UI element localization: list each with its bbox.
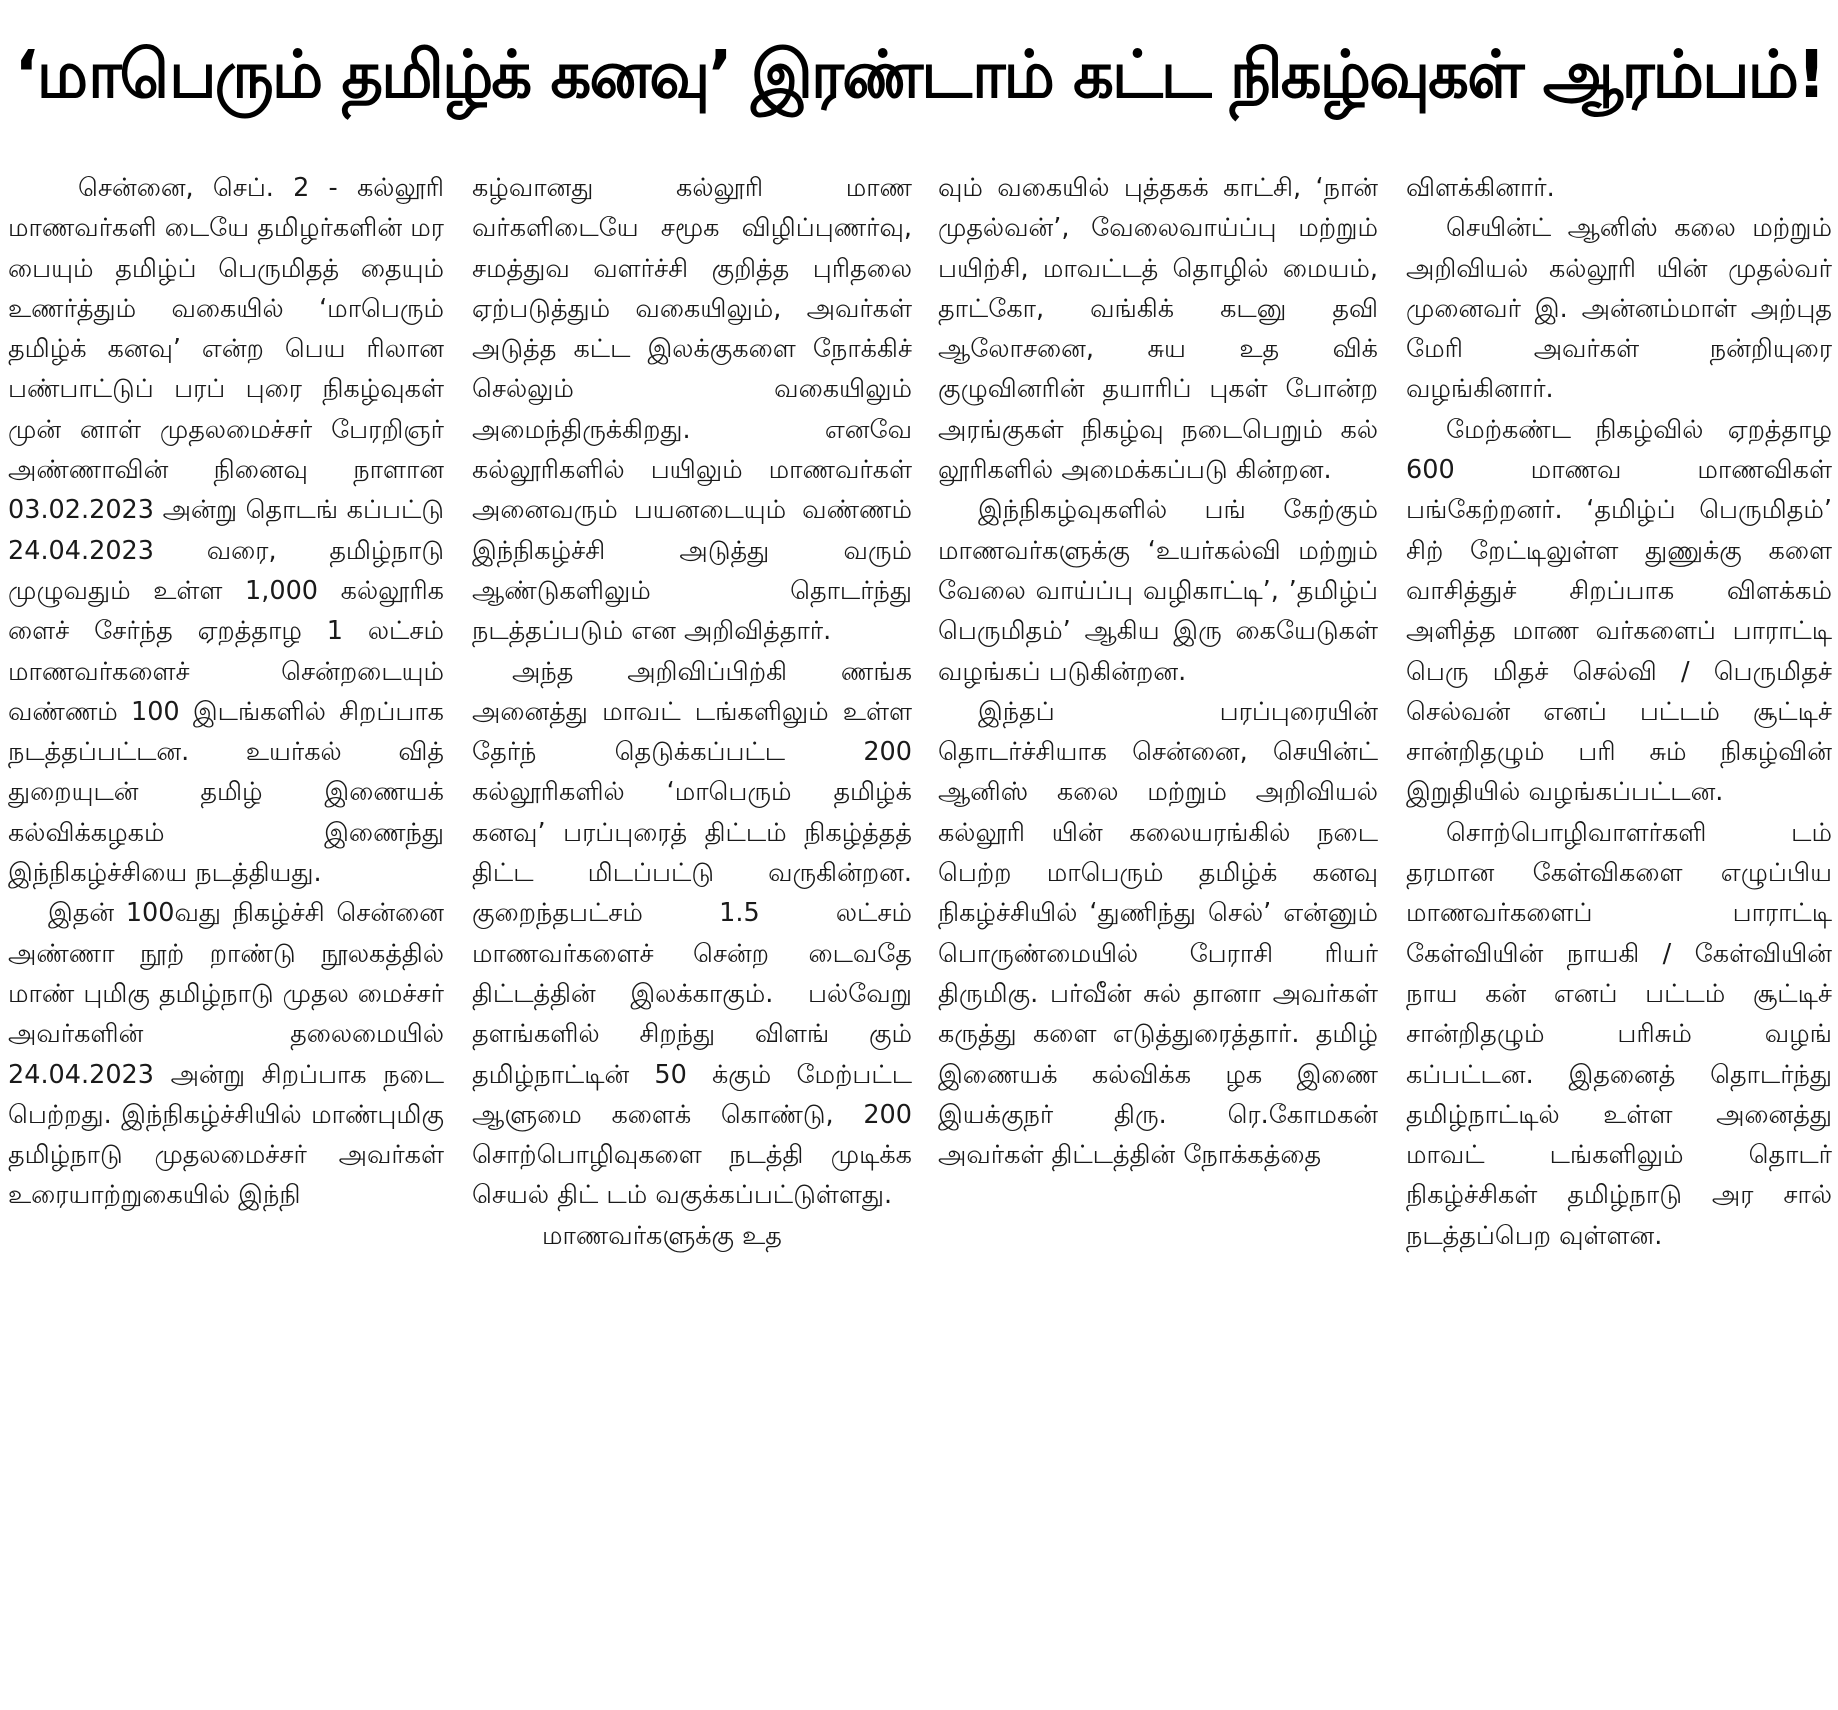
headline-banner [0, 0, 1838, 150]
paragraph: சொற்பொழிவாளர்களி டம் தரமான கேள்விகளை எழுப்பிய மாணவர்களைப் பாராட்டி கேள்வியின் நாயகி / கேள்வியின் நாய கன் எனப் பட்டம் சூட்டிச் சான்றிதழும் பரிசும் வழங் கப்பட்டன. இதனைத் தொடர்ந்து தமிழ்நாட்டில் உள்ள அனைத்து மாவட் டங்களிலும் தொடர் நிகழ்ச்சிகள் தமிழ்நாடு அர சால் நடத்தப்பெற வுள்ளன. [1406, 817, 1832, 1251]
article-column-3 [938, 168, 1378, 1702]
paragraph: வும் வகையில் புத்தகக் காட்சி, ‘நான் முதல்வன்’, வேலைவாய்ப்பு மற்றும் பயிற்சி, மாவட்டத் தொழில் மையம், தாட்கோ, வங்கிக் கடனு தவி ஆலோசனை, சுய உத விக் குழுவினரின் தயாரிப் புகள் போன்ற அரங்குகள் நிகழ்வு நடைபெறும் கல் லூரிகளில் அமைக்கப்படு கின்றன. [938, 173, 1378, 486]
paragraph: செயின்ட் ஆனிஸ் கலை மற்றும் அறிவியல் கல்லூரி யின் முதல்வர் முனைவர் இ. அன்னம்மாள் அற்புத மேரி அவர்கள் நன்றியுரை வழங்கினார். [1406, 213, 1832, 405]
article-column-4 [1406, 168, 1832, 1702]
paragraph: கழ்வானது கல்லூரி மாண வர்களிடையே சமூக விழிப்புணர்வு, சமத்துவ வளர்ச்சி குறித்த புரிதலை ஏற்படுத்தும் வகையிலும், அவர்கள் அடுத்த கட்ட இலக்குகளை நோக்கிச் செல்லும் வகையிலும் அமைந்திருக்கிறது. எனவே கல்லூரிகளில் பயிலும் மாணவர்கள் அனைவரும் பயனடையும் வண்ணம் இந்நிகழ்ச்சி அடுத்து வரும் ஆண்டுகளிலும் தொடர்ந்து நடத்தப்படும் என அறிவித்தார். [472, 173, 912, 647]
article-body [8, 168, 1832, 1702]
article-column-1 [8, 168, 444, 1702]
paragraph: இந்நிகழ்வுகளில் பங் கேற்கும் மாணவர்களுக்கு ‘உயர்கல்வி மற்றும் வேலை வாய்ப்பு வழிகாட்டி’, ’தமிழ்ப் பெருமிதம்’ ஆகிய இரு கையேடுகள் வழங்கப் படுகின்றன. [938, 495, 1378, 687]
paragraph: விளக்கினார். [1406, 173, 1555, 203]
paragraph: இதன் 100வது நிகழ்ச்சி சென்னை அண்ணா நூற் றாண்டு நூலகத்தில் மாண் புமிகு தமிழ்நாடு முதல மைச்சர் அவர்களின் தலைமையில் 24.04.2023 அன்று சிறப்பாக நடை பெற்றது. இந்நிகழ்ச்சியில் மாண்புமிகு தமிழ்நாடு முதலமைச்சர் அவர்கள் உரையாற்றுகையில் இந்நி [8, 898, 444, 1211]
paragraph: மாணவர்களுக்கு உத [542, 1220, 782, 1251]
headline: ‘மாபெரும் தமிழ்க் கனவு’ இரண்டாம் கட்ட நிகழ்வுகள் ஆரம்பம்! [14, 36, 1824, 114]
paragraph: மேற்கண்ட நிகழ்வில் ஏறத்தாழ 600 மாணவ மாணவிகள் பங்கேற்றனர். ‘தமிழ்ப் பெருமிதம்’ சிற் றேட்டிலுள்ள துணுக்கு களை வாசித்துச் சிறப்பாக விளக்கம் அளித்த மாண வர்களைப் பாராட்டி பெரு மிதச் செல்வி / பெருமிதச் செல்வன் எனப் பட்டம் சூட்டிச் சான்றிதழும் பரி சும் நிகழ்வின் இறுதியில் வழங்கப்பட்டன. [1406, 414, 1832, 808]
paragraph: சென்னை, செப். 2 - கல்லூரி மாணவர்களி டையே தமிழர்களின் மர பையும் தமிழ்ப் பெருமிதத் தையும் உணர்த்தும் வகையில் ‘மாபெரும் தமிழ்க் கனவு’ என்ற பெய ரிலான பண்பாட்டுப் பரப் புரை நிகழ்வுகள் முன் னாள் முதலமைச்சர் பேரறிஞர் அண்ணாவின் நினைவு நாளான 03.02.2023 அன்று தொடங் கப்பட்டு 24.04.2023 வரை, தமிழ்நாடு முழுவதும் உள்ள 1,000 கல்லூரிக ளைச் சேர்ந்த ஏறத்தாழ 1 லட்சம் மாணவர்களைச் சென்றடையும் வண்ணம் 100 இடங்களில் சிறப்பாக நடத்தப்பட்டன. உயர்கல் வித் துறையுடன் தமிழ் இணையக் கல்விக்கழகம் இணைந்து இந்நிகழ்ச்சியை நடத்தியது. [8, 173, 444, 889]
paragraph: அந்த அறிவிப்பிற்கி ணங்க அனைத்து மாவட் டங்களிலும் உள்ள தேர்ந் தெடுக்கப்பட்ட 200 கல்லூரிகளில் ‘மாபெரும் தமிழ்க் கனவு’ பரப்புரைத் திட்டம் நிகழ்த்தத் திட்ட மிடப்பட்டு வருகின்றன. குறைந்தபட்சம் 1.5 லட்சம் மாணவர்களைச் சென்ற டைவதே திட்டத்தின் இலக்காகும். பல்வேறு தளங்களில் சிறந்து விளங் கும் தமிழ்நாட்டின் 50 க்கும் மேற்பட்ட ஆளுமை களைக் கொண்டு, 200 சொற்பொழிவுகளை நடத்தி முடிக்க செயல் திட் டம் வகுக்கப்பட்டுள்ளது. [472, 656, 912, 1211]
paragraph: இந்தப் பரப்புரையின் தொடர்ச்சியாக சென்னை, செயின்ட் ஆனிஸ் கலை மற்றும் அறிவியல் கல்லூரி யின் கலையரங்கில் நடை பெற்ற மாபெரும் தமிழ்க் கனவு நிகழ்ச்சியில் ‘துணிந்து செல்’ என்னும் பொருண்மையில் பேராசி ரியர் திருமிகு. பர்வீன் சுல் தானா அவர்கள் கருத்து களை எடுத்துரைத்தார். தமிழ் இணையக் கல்விக்க ழக இணை இயக்குநர் திரு. ரெ.கோமகன் அவர்கள் திட்டத்தின் நோக்கத்தை [938, 696, 1378, 1171]
article-column-2 [472, 168, 912, 1702]
